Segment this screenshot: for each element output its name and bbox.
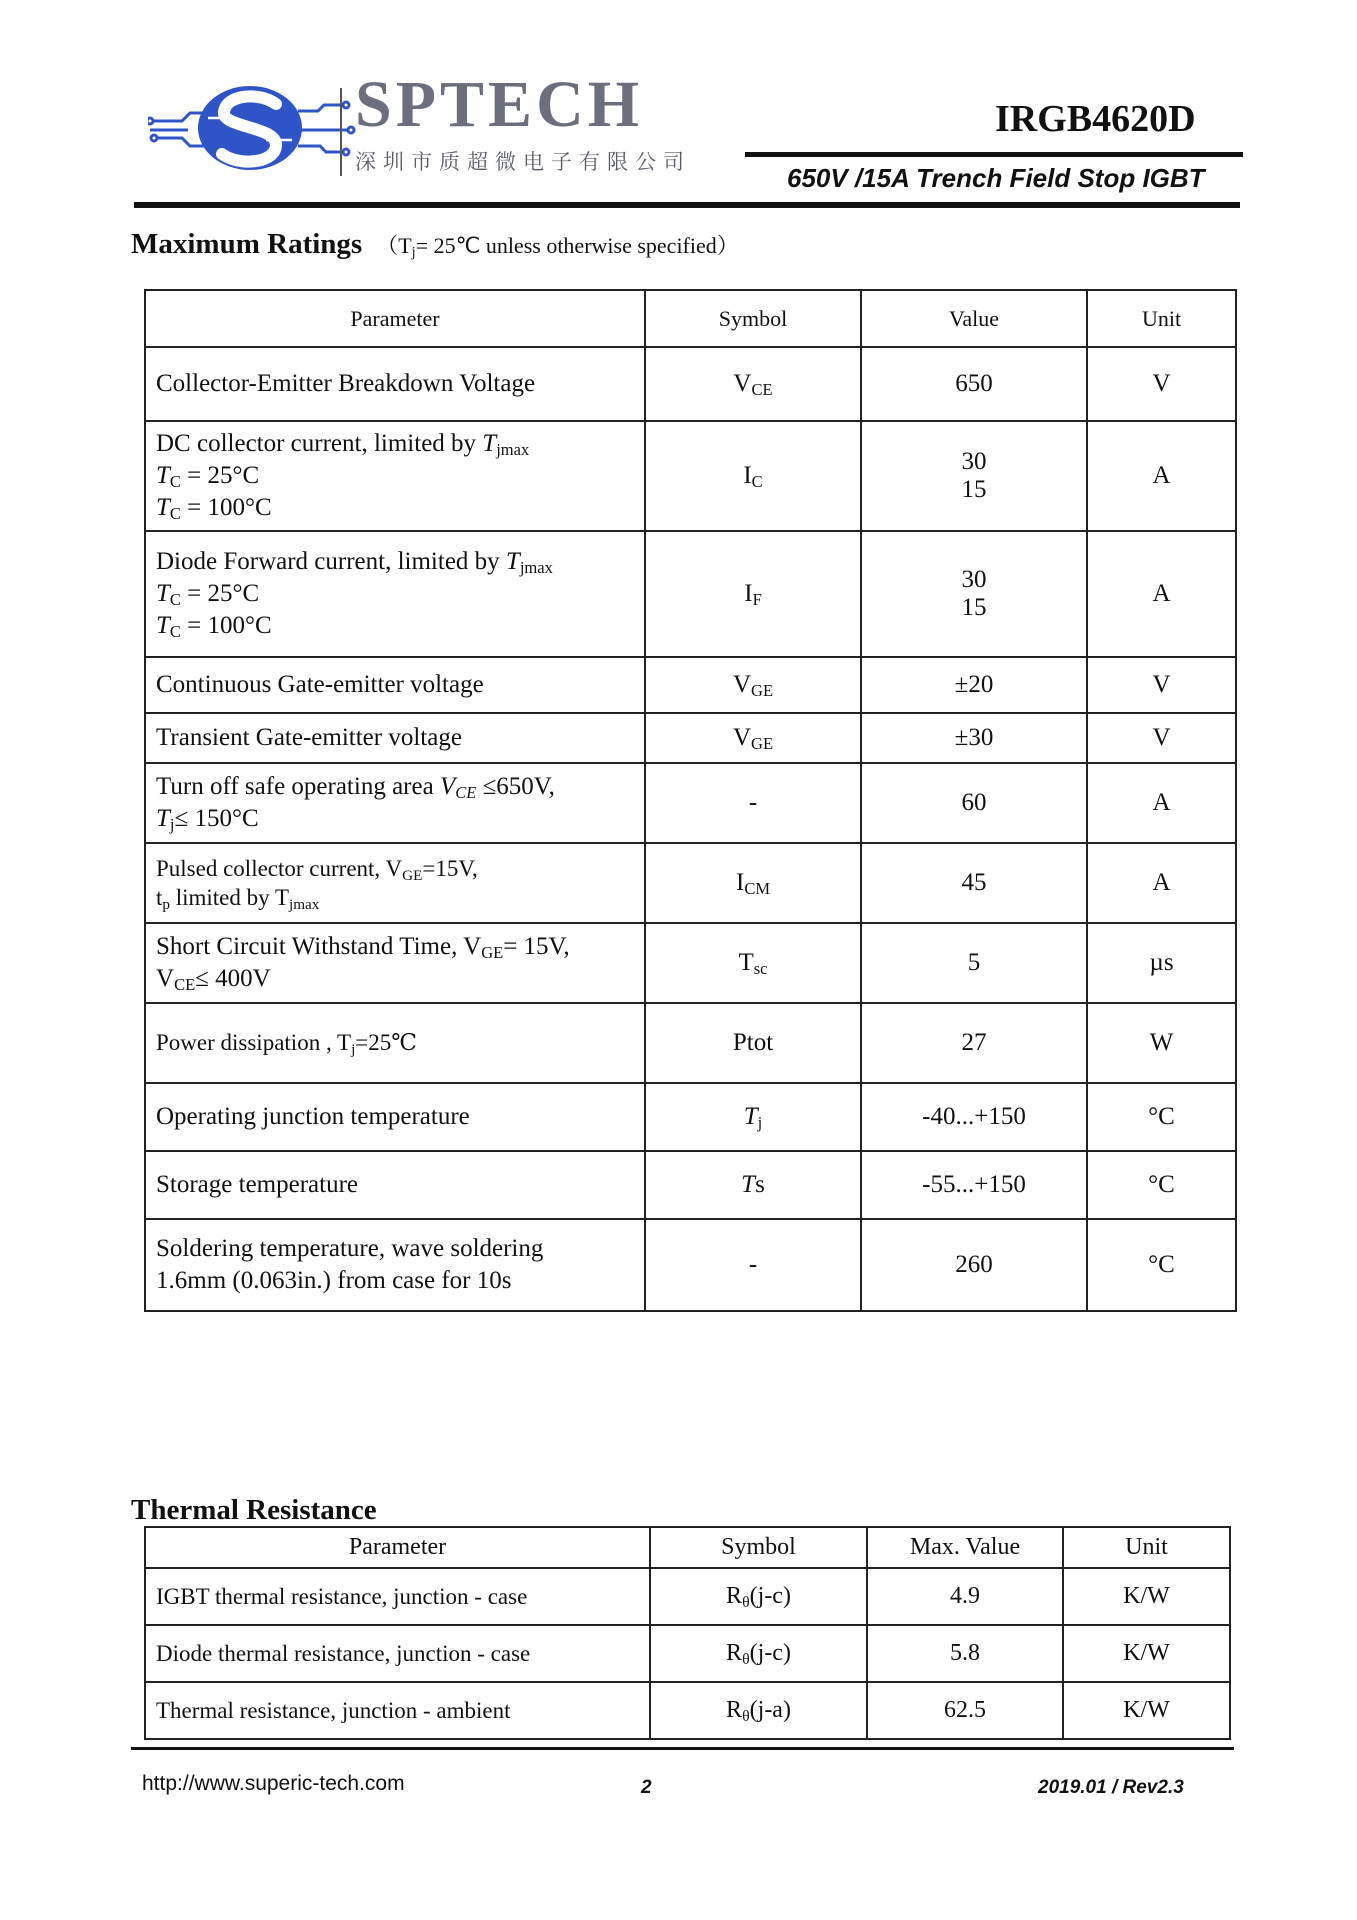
unit-cell: °C (1087, 1219, 1236, 1311)
table-row (145, 1682, 1230, 1739)
param-cell: Soldering temperature, wave soldering 1.6mm (0.063in.) from case for 10s (145, 1219, 645, 1311)
value-cell: 30 15 (861, 531, 1087, 657)
value-cell: 4.9 (867, 1568, 1063, 1625)
col-header-parameter: Parameter (145, 1527, 650, 1568)
value-cell: ±20 (861, 657, 1087, 713)
col-header-parameter: Parameter (145, 290, 645, 347)
param-cell: DC collector current, limited by $T_{jmax}$ $T_C = 25^\circ C$ $T_C = 100^\circ C$ (145, 421, 645, 531)
brand-name: SPTECH (355, 68, 644, 141)
symbol-cell: $R_\theta(j-c)$ (650, 1568, 867, 1625)
table-row (145, 1219, 1236, 1311)
part-number: IRGB4620D (995, 98, 1196, 140)
section-title-text: Maximum Ratings (131, 228, 363, 260)
symbol-cell: $R_\theta(j-c)$ (650, 1625, 867, 1682)
unit-cell: V (1087, 347, 1236, 421)
table-row (145, 531, 1236, 657)
thermal-resistance-table (144, 1526, 1231, 1740)
logo-divider (340, 88, 342, 176)
value-cell: 5 (861, 923, 1087, 1003)
table-row (145, 1003, 1236, 1083)
param-cell: Short Circuit Withstand Time, $V_{GE}= 15V$, $V_{CE}\le 400V$ (145, 923, 645, 1003)
value-cell: -55...+150 (861, 1151, 1087, 1219)
symbol-cell: $I_F$ (645, 531, 861, 657)
value-cell: 5.8 (867, 1625, 1063, 1682)
symbol-cell: $I_{CM}$ (645, 843, 861, 923)
unit-cell: V (1087, 657, 1236, 713)
param-cell: Diode Forward current, limited by $T_{jmax}$ $T_C = 25^\circ C$ $T_C = 100^\circ C$ (145, 531, 645, 657)
unit-cell: °C (1087, 1083, 1236, 1151)
conditions-note: （$T_j=$ 25℃ unless otherwise specified） (376, 233, 739, 261)
col-header-value: Value (861, 290, 1087, 347)
unit-cell: W (1087, 1003, 1236, 1083)
param-cell: Power dissipation , $T_j=25℃$ (145, 1003, 645, 1083)
website-link[interactable]: http://www.superic-tech.com (142, 1772, 405, 1795)
value-cell: 62.5 (867, 1682, 1063, 1739)
col-header-symbol: Symbol (645, 290, 861, 347)
symbol-cell: Ptot (645, 1003, 861, 1083)
symbol-cell: - (645, 763, 861, 843)
unit-cell: K/W (1063, 1568, 1230, 1625)
unit-cell: A (1087, 843, 1236, 923)
value-cell: 650 (861, 347, 1087, 421)
symbol-cell: Ts (645, 1151, 861, 1219)
param-cell: Operating junction temperature (145, 1083, 645, 1151)
device-subtitle: 650V /15A Trench Field Stop IGBT (787, 163, 1205, 193)
param-cell: Collector-Emitter Breakdown Voltage (145, 347, 645, 421)
unit-cell: K/W (1063, 1625, 1230, 1682)
symbol-cell: $V_{CE}$ (645, 347, 861, 421)
unit-cell: A (1087, 763, 1236, 843)
table-row (145, 1151, 1236, 1219)
max-ratings-table (144, 289, 1237, 1312)
unit-cell: µs (1087, 923, 1236, 1003)
param-cell: Diode thermal resistance, junction - case (145, 1625, 650, 1682)
symbol-cell: $T_{sc}$ (645, 923, 861, 1003)
symbol-cell: - (645, 1219, 861, 1311)
unit-cell: K/W (1063, 1682, 1230, 1739)
col-header-symbol: Symbol (650, 1527, 867, 1568)
unit-cell: A (1087, 531, 1236, 657)
table-header-row (145, 290, 1236, 347)
param-cell: Pulsed collector current, $V_{GE}=15V$, $t_p$ limited by $T_{jmax}$ (145, 843, 645, 923)
revision-info: 2019.01 / Rev2.3 (1038, 1777, 1184, 1798)
col-header-unit: Unit (1087, 290, 1236, 347)
value-cell: ±30 (861, 713, 1087, 763)
value-cell: 27 (861, 1003, 1087, 1083)
param-cell: Storage temperature (145, 1151, 645, 1219)
table-row (145, 347, 1236, 421)
table-row (145, 713, 1236, 763)
param-cell: Transient Gate-emitter voltage (145, 713, 645, 763)
chip-s-logo-icon (148, 78, 358, 178)
symbol-cell: $R_\theta(j-a)$ (650, 1682, 867, 1739)
footer-rule (131, 1747, 1234, 1750)
table-row (145, 1625, 1230, 1682)
param-cell: Turn off safe operating area $V_{CE} \le 650V$, $T_j\le 150^\circ C$ (145, 763, 645, 843)
col-header-value: Max. Value (867, 1527, 1063, 1568)
table-row (145, 763, 1236, 843)
symbol-cell: $V_{GE}$ (645, 657, 861, 713)
table-row (145, 923, 1236, 1003)
param-cell: Continuous Gate-emitter voltage (145, 657, 645, 713)
symbol-cell: $I_C$ (645, 421, 861, 531)
symbol-cell: $V_{GE}$ (645, 713, 861, 763)
unit-cell: °C (1087, 1151, 1236, 1219)
table-row (145, 1083, 1236, 1151)
unit-cell: A (1087, 421, 1236, 531)
header-rule (745, 152, 1243, 157)
value-cell: 30 15 (861, 421, 1087, 531)
param-cell: IGBT thermal resistance, junction - case (145, 1568, 650, 1625)
brand-chinese-name: 深圳市质超微电子有限公司 (355, 150, 691, 174)
param-cell: Thermal resistance, junction - ambient (145, 1682, 650, 1739)
table-row (145, 421, 1236, 531)
table-header-row (145, 1527, 1230, 1568)
max-ratings-title (131, 228, 739, 261)
col-header-unit: Unit (1063, 1527, 1230, 1568)
table-row (145, 843, 1236, 923)
table-row (145, 1568, 1230, 1625)
thermal-resistance-title: Thermal Resistance (131, 1494, 377, 1526)
table-row (145, 657, 1236, 713)
value-cell: 45 (861, 843, 1087, 923)
page-number: 2 (641, 1777, 652, 1798)
value-cell: 60 (861, 763, 1087, 843)
value-cell: 260 (861, 1219, 1087, 1311)
unit-cell: V (1087, 713, 1236, 763)
value-cell: -40...+150 (861, 1083, 1087, 1151)
symbol-cell: $T_j$ (645, 1083, 861, 1151)
header-bottom-rule (134, 202, 1240, 208)
